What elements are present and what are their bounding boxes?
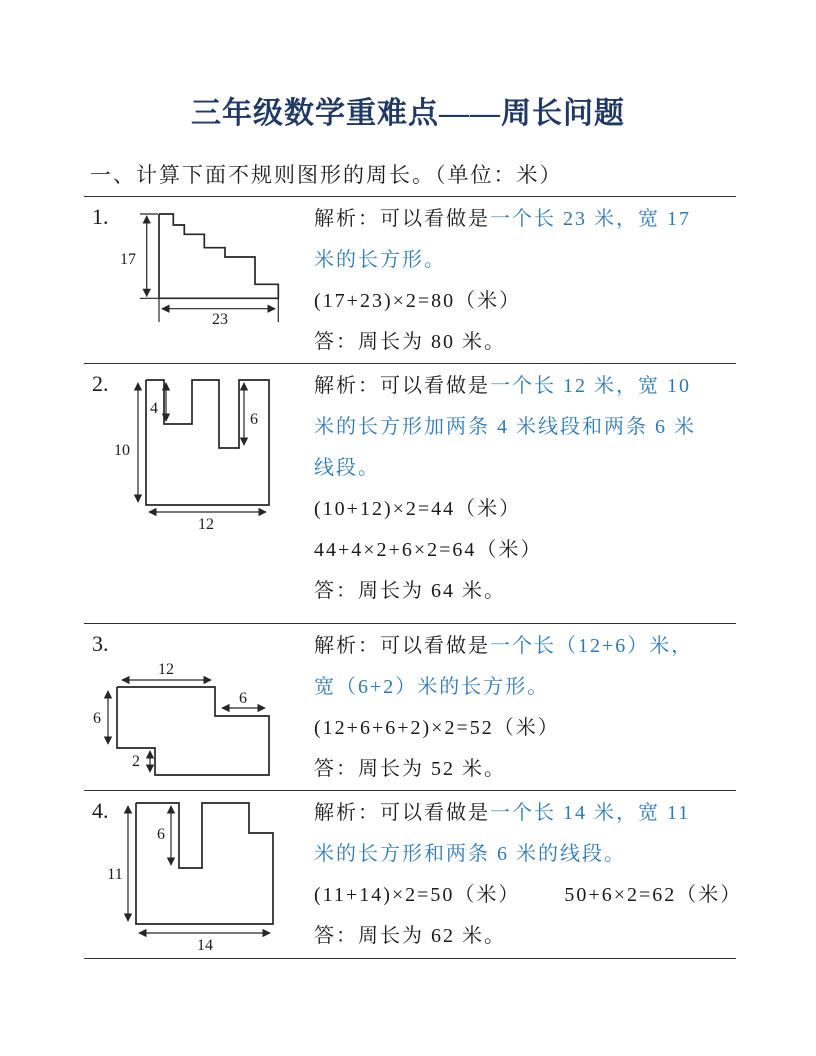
dim-label-width: 12 [198, 516, 214, 533]
solution-segment-accent: 一个长 12 米，宽 10 [490, 375, 691, 397]
solution-line [314, 571, 736, 612]
problem-number-4: 4. [92, 798, 109, 823]
solution-segment-accent: 宽（6+2）米的长方形。 [314, 676, 550, 698]
solution-line [314, 708, 736, 749]
dim-label-notch: 6 [157, 826, 165, 843]
solution-segment-ink: 解析：可以看做是 [314, 635, 490, 657]
solution-segment-ink: 解析：可以看做是 [314, 802, 490, 824]
solution-line [314, 199, 736, 240]
solution-line [314, 530, 736, 571]
solution-line [314, 366, 736, 407]
solution-segment-accent: 米的长方形。 [314, 249, 446, 271]
figure-3-zigzag-rectangle [85, 627, 289, 783]
solution-line [314, 667, 736, 708]
solution-segment-ink: 答：周长为 80 米。 [314, 331, 506, 353]
solution-segment-accent: 米的长方形和两条 6 米的线段。 [314, 843, 626, 865]
solution-segment-accent: 米的长方形加两条 4 米线段和两条 6 米 [314, 416, 696, 438]
solution-text-3 [310, 624, 736, 790]
dim-label-height: 11 [107, 866, 123, 883]
solution-line [314, 749, 736, 790]
solution-text-4 [310, 791, 742, 958]
solution-segment-ink: 解析：可以看做是 [314, 208, 490, 230]
solution-segment-ink: 答：周长为 52 米。 [314, 758, 506, 780]
problem-row-1 [84, 197, 736, 364]
solution-text-1 [310, 197, 736, 363]
solution-segment-ink: (12+6+6+2)×2=52（米） [314, 717, 560, 739]
problem-row-2 [84, 364, 736, 624]
page-title: 三年级数学重难点——周长问题 [191, 97, 625, 130]
solution-line [314, 793, 742, 834]
solution-segment-ink: (11+14)×2=50（米） [314, 884, 521, 906]
solution-line [314, 489, 736, 530]
solution-segment-ink: 44+4×2+6×2=64（米） [314, 539, 543, 561]
solution-segment-ink: 答：周长为 62 米。 [314, 925, 506, 947]
solution-segment-accent: 线段。 [314, 457, 380, 479]
figure-cell-2 [84, 364, 310, 623]
solution-segment-accent: 一个长 14 米，宽 11 [490, 802, 691, 824]
problem-number-3: 3. [92, 631, 109, 656]
dim-label-notch1: 4 [150, 400, 158, 417]
dim-label-top: 12 [158, 661, 174, 678]
solution-segment-ink: 解析：可以看做是 [314, 375, 490, 397]
dim-label-width: 14 [197, 937, 213, 954]
problem-number-2: 2. [92, 371, 109, 396]
solution-segment-ink: 答：周长为 64 米。 [314, 580, 506, 602]
solution-line [314, 916, 742, 957]
problem-number-1: 1. [92, 204, 109, 229]
solution-line [314, 875, 742, 916]
solution-line [314, 626, 736, 667]
solution-segment-ink: 50+6×2=62（米） [564, 884, 743, 906]
figure-2-square-two-notches [85, 367, 289, 533]
dim-label-width: 23 [212, 311, 228, 328]
solution-line [314, 834, 742, 875]
solution-segment-ink: (10+12)×2=44（米） [314, 498, 522, 520]
solution-line [314, 448, 736, 489]
dim-label-height: 17 [120, 251, 136, 268]
solution-segment-ink: (17+23)×2=80（米） [314, 290, 522, 312]
solution-line [314, 240, 736, 281]
solution-line [314, 281, 736, 322]
solution-text-2 [310, 364, 736, 623]
notched-rect-outline [136, 803, 273, 924]
figure-cell-4 [84, 791, 310, 958]
solution-line [314, 322, 736, 363]
dim-label-notch2: 6 [250, 411, 258, 428]
dim-label-step: 2 [132, 753, 140, 770]
dim-label-right: 6 [239, 690, 247, 707]
figure-cell-3 [84, 624, 310, 790]
section-heading: 一、计算下面不规则图形的周长。（单位：米） [90, 163, 563, 187]
solution-segment-accent: 一个长（12+6）米， [490, 635, 694, 657]
solution-line [314, 407, 736, 448]
dim-label-left: 6 [93, 710, 101, 727]
figure-cell-1 [84, 197, 310, 363]
solution-segment-accent: 一个长 23 米，宽 17 [490, 208, 691, 230]
dim-label-height: 10 [114, 442, 130, 459]
figure-1-staircase [90, 201, 294, 329]
problem-row-3 [84, 624, 736, 791]
staircase-outline [159, 214, 278, 298]
problem-row-4 [84, 791, 743, 959]
figure-4-rect-notch-step [85, 793, 289, 955]
notched-square-outline [146, 380, 269, 505]
problem-table [84, 196, 743, 959]
